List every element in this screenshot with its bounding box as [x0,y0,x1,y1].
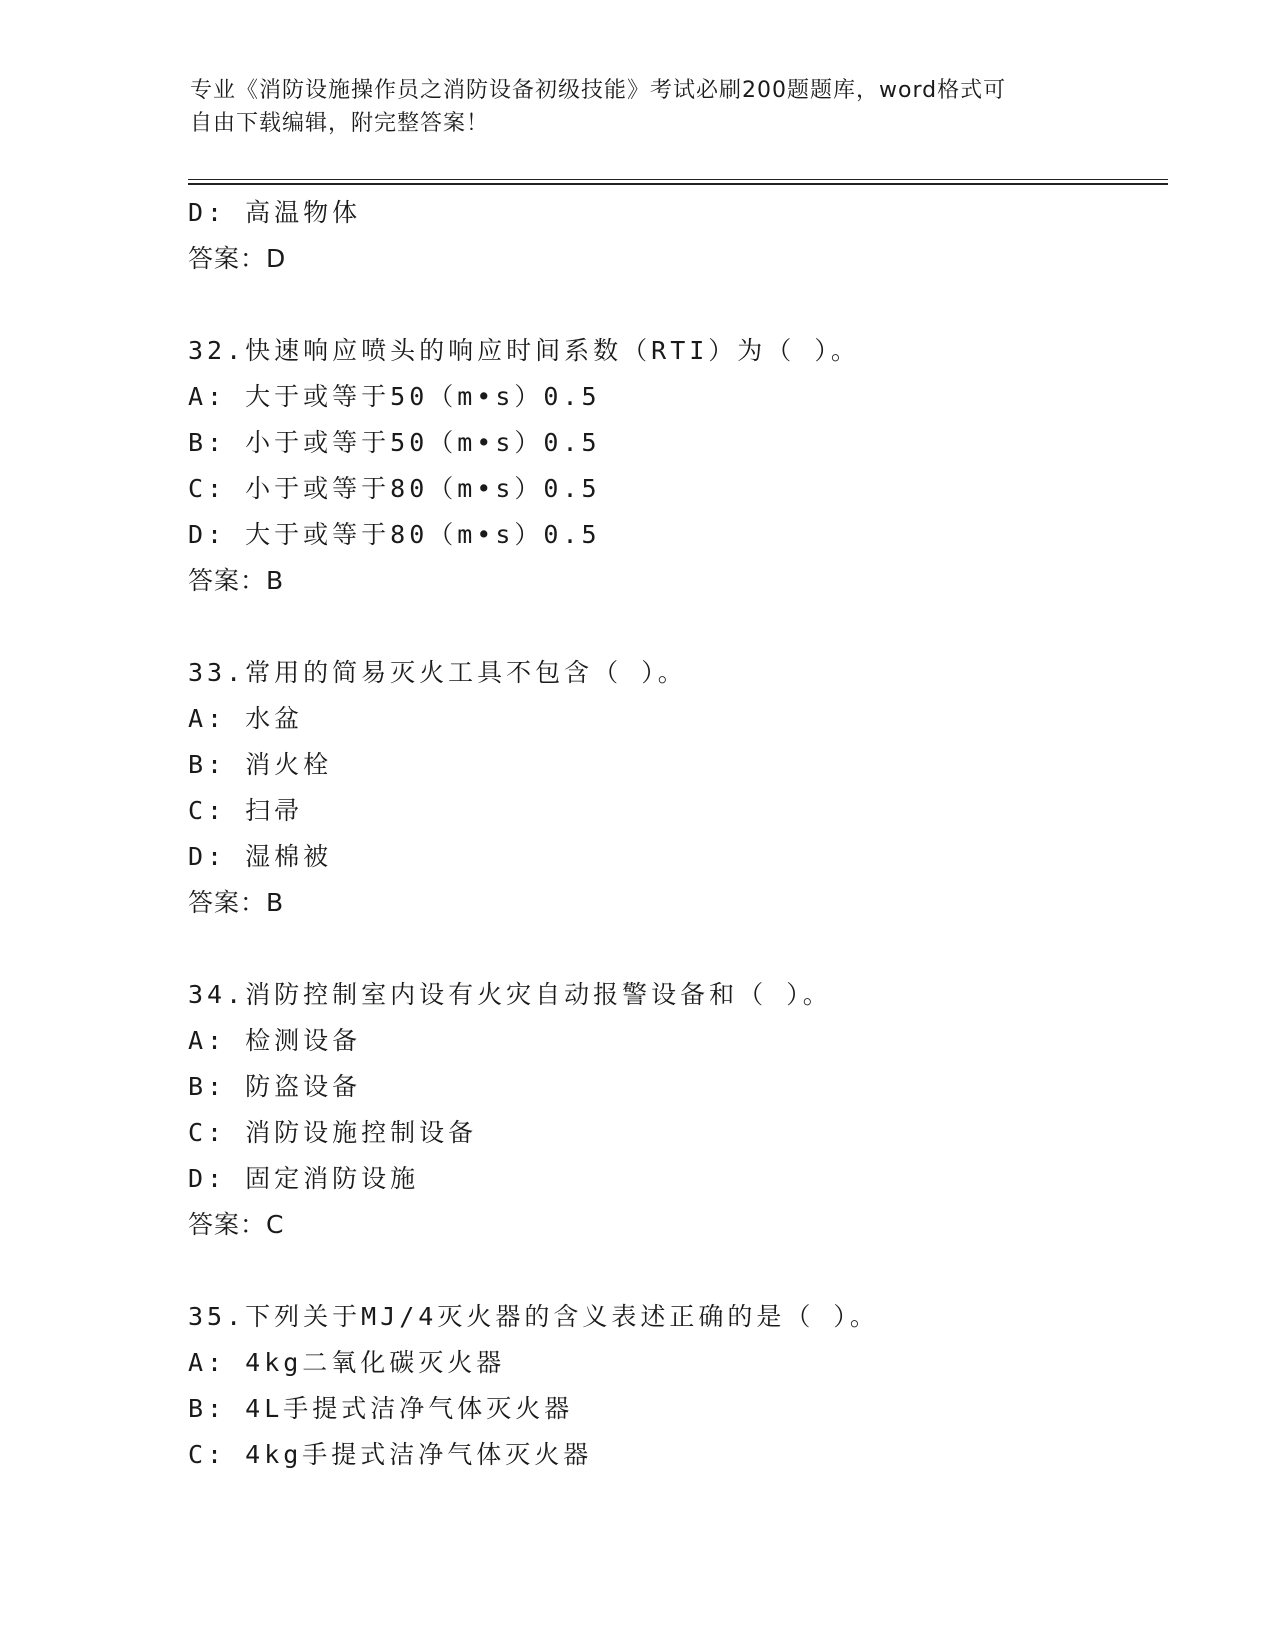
question-list [188,190,1168,1478]
option-d: D: 固定消防设施 [188,1164,420,1193]
option-b: B: 小于或等于50（m•s）0.5 [188,428,601,457]
option-b: B: 防盗设备 [188,1072,362,1101]
header-divider-thin [188,179,1168,180]
option-b: B: 消火栓 [188,750,333,779]
option-a: A: 4kg二氧化碳灭火器 [188,1348,506,1377]
question-32 [188,328,1168,604]
question-35 [188,1294,1168,1478]
question-text: 33.常用的简易灭火工具不包含（ ）。 [188,658,687,687]
question-33 [188,650,1168,926]
answer-line: 答案：C [188,1210,285,1239]
option-d: D: 大于或等于80（m•s）0.5 [188,520,601,549]
header-line-1: 专业《消防设施操作员之消防设备初级技能》考试必刷200题题库，word格式可 [190,78,1007,103]
header-line-2: 自由下载编辑，附完整答案！ [190,111,490,136]
document-header [190,74,1070,140]
question-31-tail [188,190,1168,282]
spacer [188,604,1168,650]
option-d: D: 高温物体 [188,198,362,227]
question-text: 32.快速响应喷头的响应时间系数（RTI）为（ ）。 [188,336,860,365]
spacer [188,926,1168,972]
option-d: D: 湿棉被 [188,842,333,871]
option-a: A: 水盆 [188,704,304,733]
question-34 [188,972,1168,1248]
question-text: 35.下列关于MJ/4灭火器的含义表述正确的是（ ）。 [188,1302,879,1331]
option-b: B: 4L手提式洁净气体灭火器 [188,1394,574,1423]
option-c: C: 4kg手提式洁净气体灭火器 [188,1440,593,1469]
spacer [188,1248,1168,1294]
question-text: 34.消防控制室内设有火灾自动报警设备和（ ）。 [188,980,832,1009]
option-a: A: 检测设备 [188,1026,362,1055]
answer-line: 答案：B [188,566,285,595]
answer-line: 答案：B [188,888,285,917]
option-a: A: 大于或等于50（m•s）0.5 [188,382,601,411]
header-divider-thick [188,183,1168,185]
option-c: C: 扫帚 [188,796,304,825]
option-c: C: 小于或等于80（m•s）0.5 [188,474,601,503]
answer-line: 答案：D [188,244,287,273]
spacer [188,282,1168,328]
option-c: C: 消防设施控制设备 [188,1118,478,1147]
